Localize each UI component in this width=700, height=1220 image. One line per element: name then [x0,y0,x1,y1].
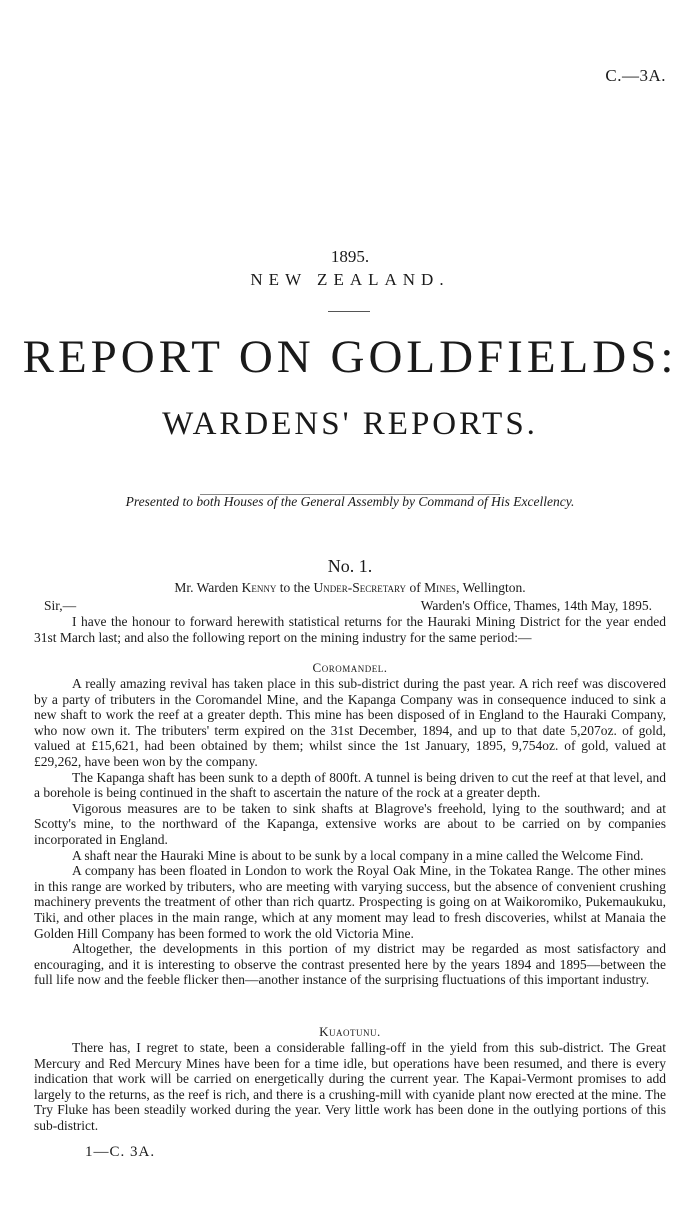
paragraph: The Kapanga shaft has been sunk to a depth of 800ft. A tunnel is being driven to cut the reef at that level, and a borehole is being continued in the shaft to ascertain the nature of the rock at a greater depth. [34,769,666,801]
letter-number: No. 1. [327,556,373,576]
paragraph: A really amazing revival has taken place in this sub-district during the past year. A rich reef was discovered by a party of tributers in the Coromandel Mine, and the Kapanga Company was in consequence induced to sink a new shaft to work the reef at a greater depth. This mine has been disposed of in England to the Hauraki Company, who now own it. The tributers' term expired on the 31st December, 1894, and up to that date 5,207oz. of gold, valued at £15,621, had been obtained by them; whilst since the 1st January, 1895, 9,754oz. of gold, valued at £29,262, have been won by the company. [34,676,666,769]
report-title: REPORT ON GOLDFIELDS: [22,331,678,383]
intro-paragraph: I have the honour to forward herewith statistical returns for the Hauraki Mining District for the year ended 31st March last; and also the following report on the mining industry for the same period:— [34,614,666,645]
page-footer: 1—C. 3A. [85,1144,156,1160]
country-heading: NEW ZEALAND. [250,270,450,289]
warden-name: Kenny [241,580,277,595]
divider-short [328,311,370,312]
publication-year: 1895. [330,247,370,266]
paragraph: A shaft near the Hauraki Mine is about to be sunk by a local company in a mine called the Welcome Find. [72,847,644,863]
recipient-title: Under-Secretary [313,580,407,595]
salutation: Sir,— [44,598,77,613]
paragraph: Altogether, the developments in this portion of my district may be regarded as most satisfactory and encouraging, and it is interesting to observe the contrast presented here by the years 1894 and 1895—between the full life now and the feeble flicker then—another instance of the surprising fluctuations of this important industry. [34,941,666,988]
address-prefix: Mr. Warden [174,580,242,595]
department-name: Mines [424,580,457,595]
paragraph: Vigorous measures are to be taken to sink shafts at Blagrove's freehold, lying to the southward; and at Scotty's mine, to the northward of the Kapanga, extensive works are about to be carried on by companies incorporated in England. [34,800,666,847]
kuaotunu-section [34,1040,666,1134]
coromandel-section [34,676,666,988]
document-reference: C.—3A. [605,66,666,85]
address-of: of [406,580,425,595]
report-subtitle: WARDENS' REPORTS. [162,406,538,442]
letter-address [0,580,700,596]
address-middle: to the [276,580,314,595]
intro-block [34,614,666,645]
office-date: Warden's Office, Thames, 14th May, 1895. [420,598,652,613]
section-heading: Kuaotunu. [319,1024,381,1039]
paragraph: A company has been floated in London to work the Royal Oak Mine, in the Tokatea Range. The other mines in this range are worked by tributers, who are meeting with varying success, but the absence of convenient crushing machinery prevents the treatment of other than rich quartz. Prospecting is going on at Waikoromiko, Pukemaukuku, Tiki, and other places in the main range, which at any moment may lead to fresh discoveries, whilst at Manaia the Golden Hill Company has been formed to work the old Victoria Mine. [34,863,666,941]
paragraph: There has, I regret to state, been a considerable falling-off in the yield from this sub-district. The Great Mercury and Red Mercury Mines have been for a time idle, but operations have been resumed, and there is every indication that work will be carried on energetically during the current year. The Kapai-Vermont promises to add largely to the returns, as the reef is rich, and there is a crushing-mill with cyanide plant now erected at the mine. The Try Fluke has been steadily worked during the year. Very little work has been done in the outlying portions of this sub-district. [34,1040,666,1133]
presented-statement: Presented to both Houses of the General Assembly by Command of His Excellency. [125,494,575,509]
address-suffix: , Wellington. [456,580,526,595]
section-heading: Coromandel. [312,660,388,675]
